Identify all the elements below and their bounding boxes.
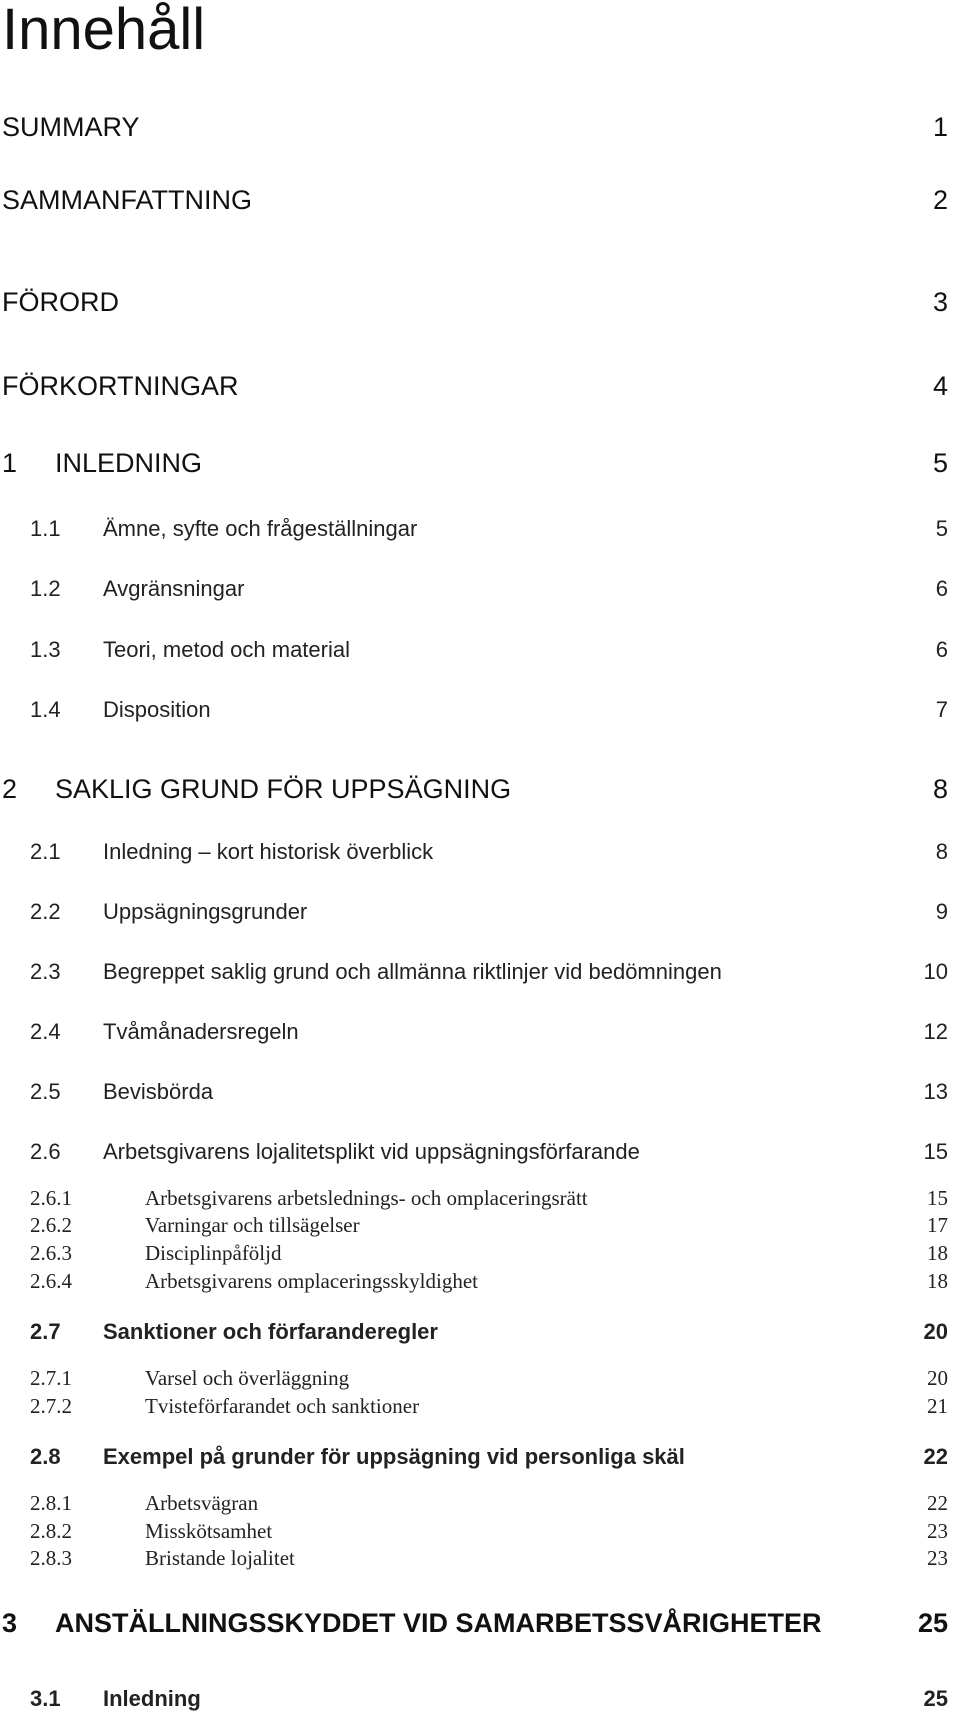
toc-entry-page: 21 (927, 1394, 948, 1418)
toc-entry[interactable] (0, 1268, 948, 1294)
toc-entry[interactable] (0, 446, 948, 480)
toc-entry-label: Uppsägningsgrunder (103, 899, 308, 924)
toc-entry-label: FÖRORD (2, 287, 119, 317)
toc-entry-number: 2.7.2 (30, 1394, 72, 1418)
toc-entry-number: 2.8 (30, 1444, 61, 1469)
toc-entry-number: 2.8.1 (30, 1491, 72, 1515)
toc-entry-page: 23 (927, 1546, 948, 1570)
toc-entry-number: 2.5 (30, 1079, 61, 1104)
toc-entry-label: Varningar och tillsägelser (145, 1213, 360, 1237)
toc-entry[interactable] (0, 1393, 948, 1419)
toc-entry-label: Bevisbörda (103, 1079, 214, 1104)
toc-entry[interactable] (0, 772, 948, 806)
toc-entry[interactable] (0, 1318, 948, 1346)
toc-entry[interactable] (0, 636, 948, 664)
toc-entry-page: 20 (923, 1319, 948, 1344)
toc-entry-label: Sanktioner och förfaranderegler (103, 1319, 438, 1344)
toc-entry-label: Bristande lojalitet (145, 1546, 295, 1570)
toc-entry-page: 13 (923, 1079, 948, 1104)
toc-entry[interactable] (0, 1490, 948, 1516)
toc-entry-number: 1.2 (30, 576, 61, 601)
toc-entry[interactable] (0, 575, 948, 603)
toc-entry-page: 5 (935, 516, 948, 541)
toc-entry-number: 2.3 (30, 959, 61, 984)
toc-entry[interactable] (0, 1078, 948, 1106)
toc-entry-label: Disciplinpåföljd (145, 1241, 282, 1265)
toc-entry-number: 2.6 (30, 1139, 61, 1164)
toc-entry[interactable] (0, 898, 948, 926)
toc-entry-label: Arbetsgivarens omplaceringsskyldighet (145, 1269, 479, 1293)
toc-entry-number: 2.7.1 (30, 1366, 72, 1390)
toc-entry-label: Disposition (103, 697, 211, 722)
toc-entry-number: 3.1 (30, 1686, 61, 1711)
toc-entry-number: 1 (2, 448, 18, 478)
toc-entry-label: FÖRKORTNINGAR (2, 371, 239, 401)
toc-entry-label: SUMMARY (2, 112, 140, 142)
toc-entry-label: Avgränsningar (103, 576, 245, 601)
toc-entry-label: Ämne, syfte och frågeställningar (103, 516, 418, 541)
toc-entry-number: 1.4 (30, 697, 61, 722)
toc-entry[interactable] (0, 1443, 948, 1471)
toc-entry[interactable] (0, 285, 948, 319)
toc-entry-label: Exempel på grunder för uppsägning vid personliga skäl (103, 1444, 685, 1469)
toc-entry-number: 2.8.2 (30, 1519, 72, 1543)
toc-entry-page: 5 (932, 448, 948, 478)
toc-entry-page: 2 (932, 185, 948, 215)
toc-entry[interactable] (0, 1185, 948, 1211)
toc-entry-page: 6 (935, 637, 948, 662)
toc-entry-number: 1.1 (30, 516, 61, 541)
toc-entry-number: 1.3 (30, 637, 61, 662)
toc-entry-label: ANSTÄLLNINGSSKYDDET VID SAMARBETSSVÅRIGHETER (55, 1608, 822, 1638)
toc-entry[interactable] (0, 183, 948, 217)
toc-entry-label: Begreppet saklig grund och allmänna riktlinjer vid bedömningen (103, 959, 722, 984)
toc-entry-label: Arbetsgivarens arbetslednings- och omplaceringsrätt (145, 1186, 588, 1210)
toc-entry-number: 2.2 (30, 899, 61, 924)
toc-entry-label: Tvisteförfarandet och sanktioner (145, 1394, 420, 1418)
toc-entry[interactable] (0, 1545, 948, 1571)
toc-entry-page: 9 (935, 899, 948, 924)
toc-entry-page: 20 (927, 1366, 948, 1390)
toc-entry[interactable] (0, 1685, 948, 1713)
toc-entry-label: Arbetsvägran (145, 1491, 259, 1515)
toc-entry-number: 2.6.1 (30, 1186, 72, 1210)
toc-entry[interactable] (0, 515, 948, 543)
toc-entry-label: Arbetsgivarens lojalitetsplikt vid uppsägningsförfarande (103, 1139, 640, 1164)
toc-entry-page: 12 (923, 1019, 948, 1044)
toc-entry[interactable] (0, 1212, 948, 1238)
toc-entry-page: 25 (917, 1608, 948, 1638)
toc-entry-label: SAKLIG GRUND FÖR UPPSÄGNING (55, 774, 512, 804)
toc-entry-page: 22 (923, 1444, 948, 1469)
toc-entry[interactable] (0, 1606, 948, 1640)
toc-entry-page: 22 (927, 1491, 948, 1515)
toc-entry-number: 2 (2, 774, 18, 804)
toc-entry-page: 25 (923, 1686, 948, 1711)
toc-entry-number: 2.6.3 (30, 1241, 72, 1265)
toc-entry-label: Inledning (103, 1686, 201, 1711)
toc-entry[interactable] (0, 838, 948, 866)
toc-entry-page: 6 (935, 576, 948, 601)
toc-entry-page: 15 (927, 1186, 948, 1210)
toc-entry[interactable] (0, 369, 948, 403)
page-title: Innehåll (2, 0, 206, 62)
toc-entry[interactable] (0, 110, 948, 144)
toc-entry-number: 3 (2, 1608, 18, 1638)
toc-entry-page: 7 (935, 697, 948, 722)
toc-entry[interactable] (0, 1138, 948, 1166)
toc-entry-label: Misskötsamhet (145, 1519, 273, 1543)
toc-entry[interactable] (0, 1018, 948, 1046)
toc-entry-number: 2.6.2 (30, 1213, 72, 1237)
toc-entry-number: 2.4 (30, 1019, 61, 1044)
toc-entry-page: 4 (932, 371, 948, 401)
toc-entry-page: 1 (932, 112, 948, 142)
toc-entry-page: 8 (932, 774, 948, 804)
toc-entry-page: 10 (923, 959, 948, 984)
toc-entry-number: 2.7 (30, 1319, 61, 1344)
toc-entry[interactable] (0, 1518, 948, 1544)
toc-entry-label: Tvåmånadersregeln (103, 1019, 299, 1044)
toc-entry[interactable] (0, 958, 948, 986)
toc-entry[interactable] (0, 1240, 948, 1266)
toc-entry-page: 15 (923, 1139, 948, 1164)
toc-entry[interactable] (0, 1365, 948, 1391)
toc-entry-label: Varsel och överläggning (145, 1366, 350, 1390)
toc-entry-label: Inledning – kort historisk överblick (103, 839, 434, 864)
toc-entry-page: 3 (932, 287, 948, 317)
toc-entry-page: 23 (927, 1519, 948, 1543)
toc-entry-page: 8 (935, 839, 948, 864)
toc-entry-number: 2.8.3 (30, 1546, 72, 1570)
toc-entry-label: SAMMANFATTNING (2, 185, 253, 215)
toc-entry-page: 18 (927, 1241, 948, 1265)
toc-entry-number: 2.6.4 (30, 1269, 72, 1293)
toc-entry-label: INLEDNING (55, 448, 203, 478)
toc-entry-page: 17 (927, 1213, 948, 1237)
toc-entry-label: Teori, metod och material (103, 637, 350, 662)
toc-entry[interactable] (0, 696, 948, 724)
toc-entry-page: 18 (927, 1269, 948, 1293)
toc-entry-number: 2.1 (30, 839, 61, 864)
